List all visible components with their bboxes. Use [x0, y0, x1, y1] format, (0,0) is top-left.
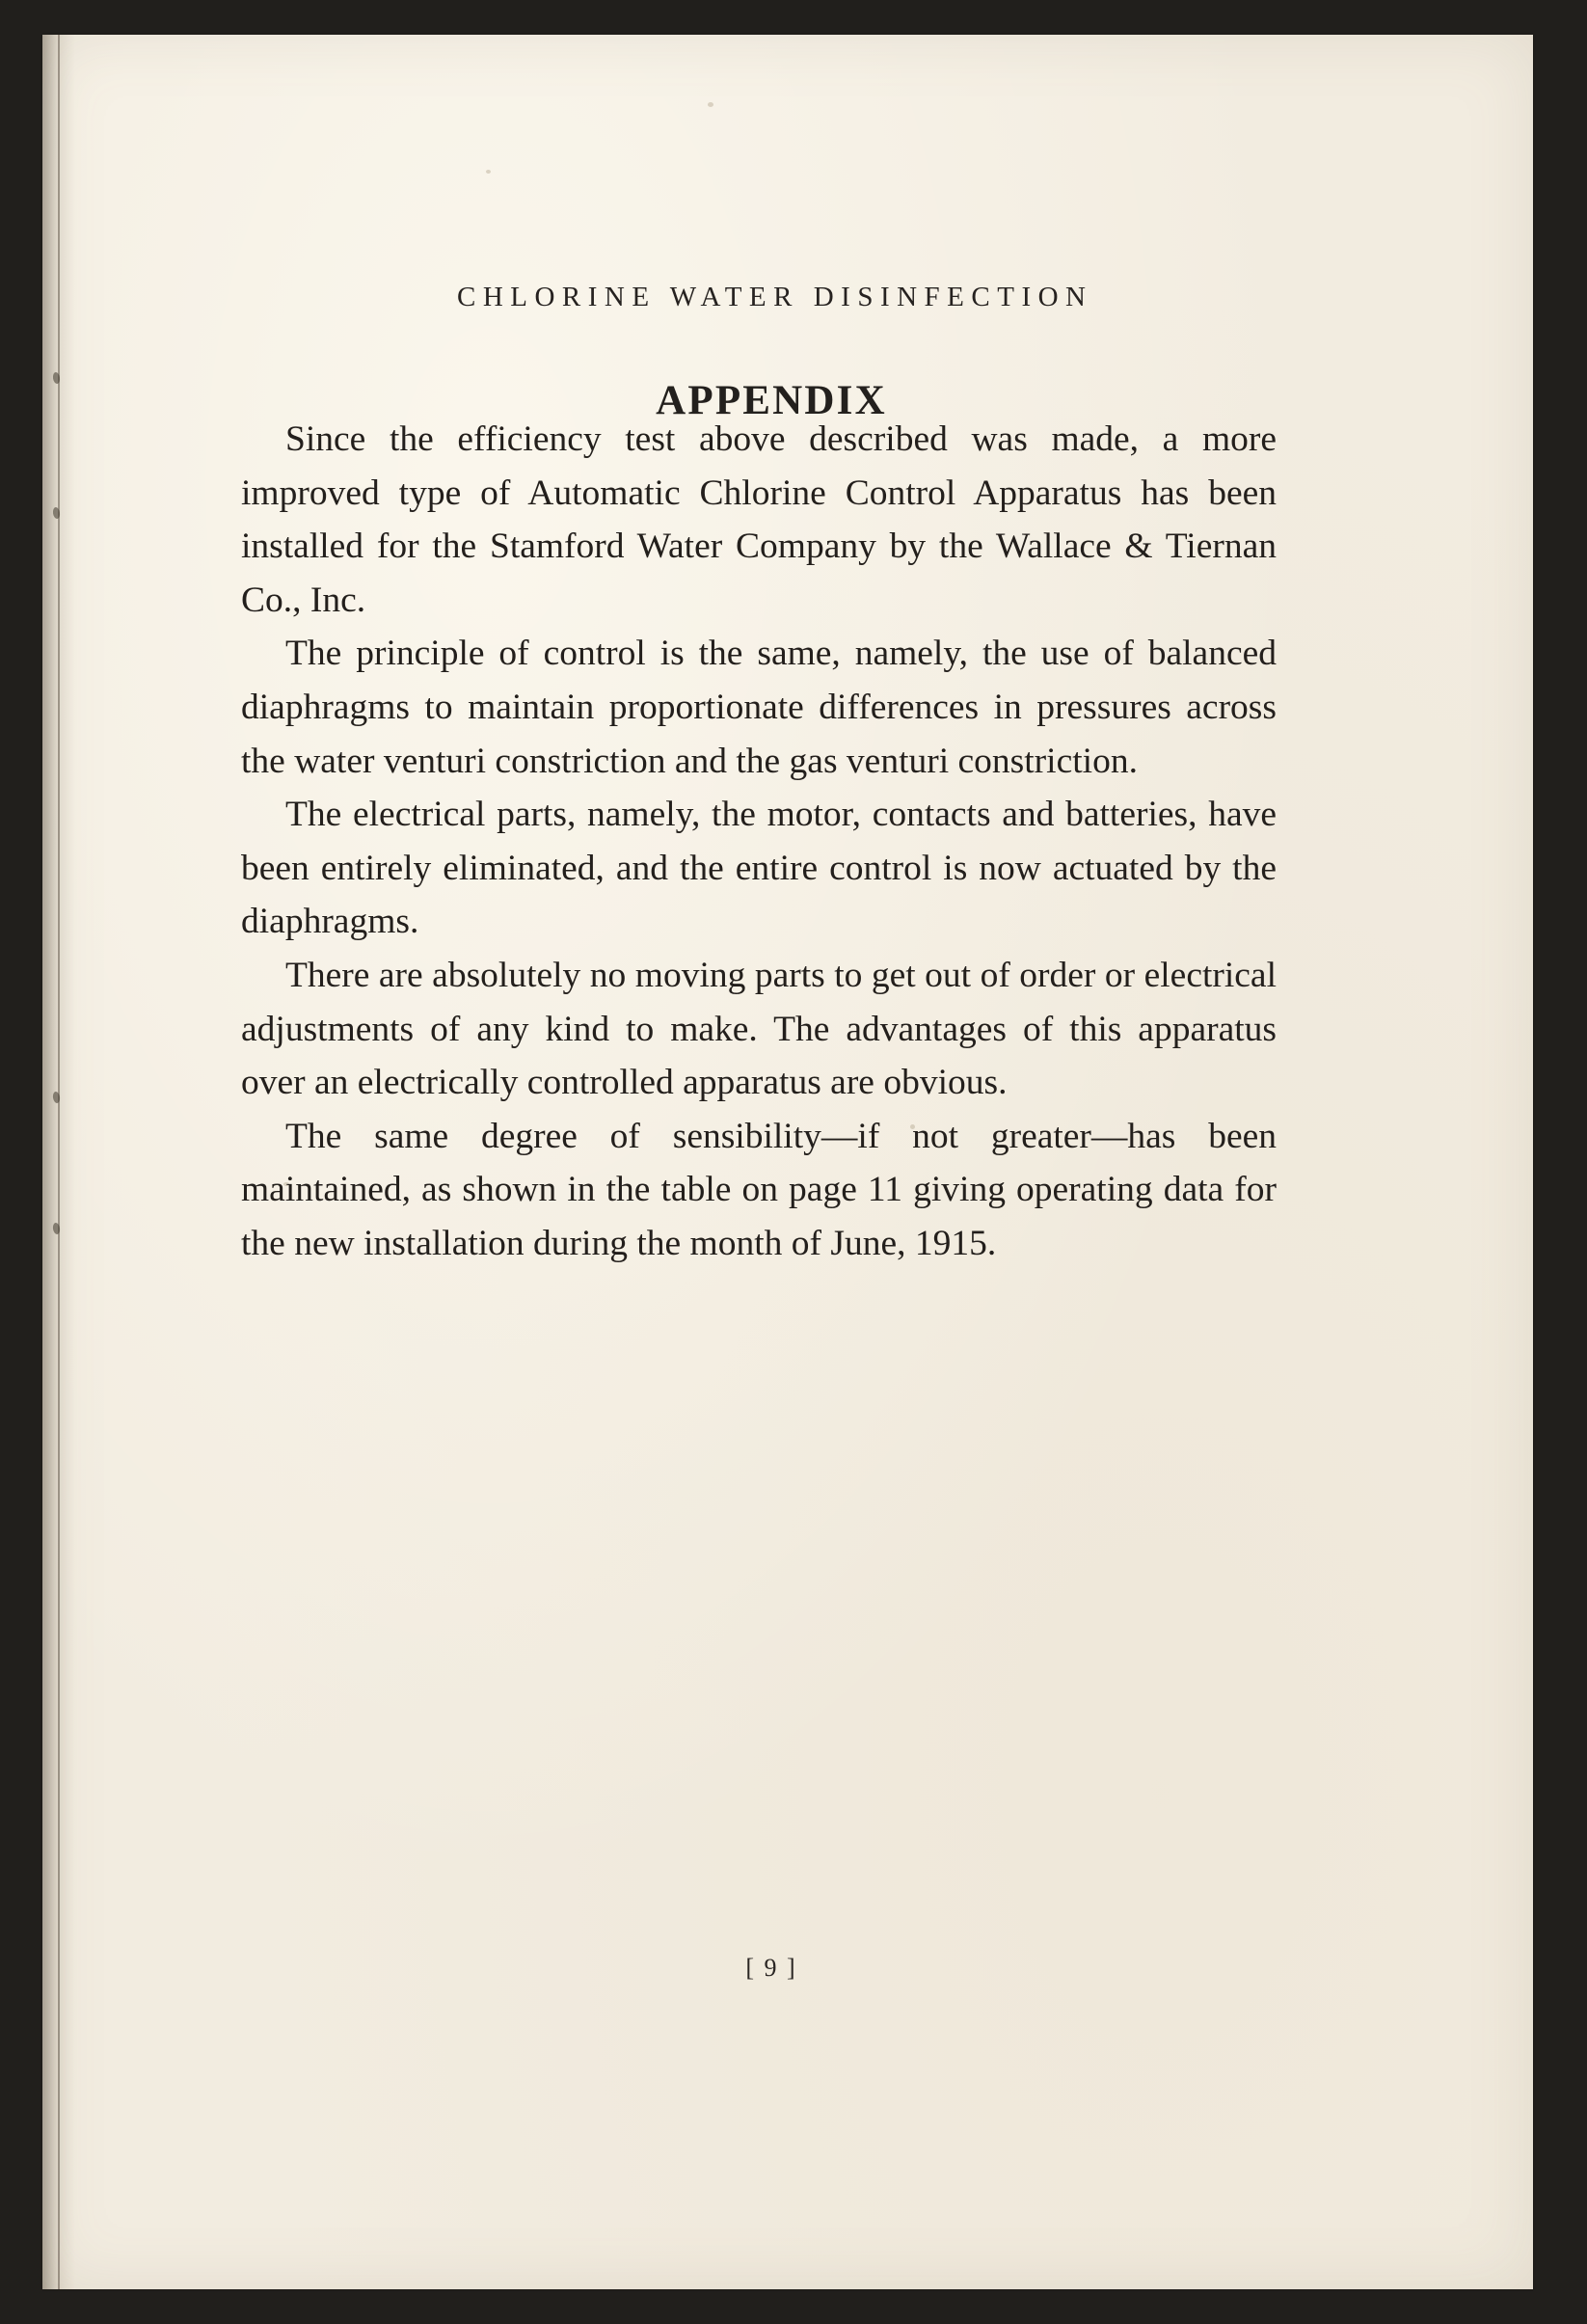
paragraph: The principle of control is the same, namely, the use of balanced diaphragms to maintain proportionate differences in pressures across the water venturi constriction and the gas venturi constriction.: [241, 634, 1277, 781]
paragraph: There are absolutely no moving parts to get out of order or electrical adjustments of any kind to make. The advantages of this apparatus over an electrically controlled apparatus are obvious.: [241, 955, 1277, 1103]
body-copy: [241, 413, 1277, 1271]
running-head: CHLORINE WATER DISINFECTION: [456, 282, 1093, 312]
page-title: APPENDIX: [656, 377, 887, 423]
page-sheet: [42, 35, 1533, 2289]
paragraph: Since the efficiency test above described was made, a more improved type of Automatic Chlorine Control Apparatus has been installed for the Stamford Water Company by the Wallace & Tiernan Co., Inc.: [241, 419, 1277, 620]
paragraph: The same degree of sensibility—if not greater—has been maintained, as shown in the table on page 11 giving operating data for the new installation during the month of June, 1915.: [241, 1116, 1277, 1263]
paragraph: The electrical parts, namely, the motor, contacts and batteries, have been entirely eliminated, and the entire control is now actuated by the diaphragms.: [241, 795, 1277, 942]
text-column: [241, 35, 1302, 2289]
page-number: [ 9 ]: [745, 1954, 797, 1982]
